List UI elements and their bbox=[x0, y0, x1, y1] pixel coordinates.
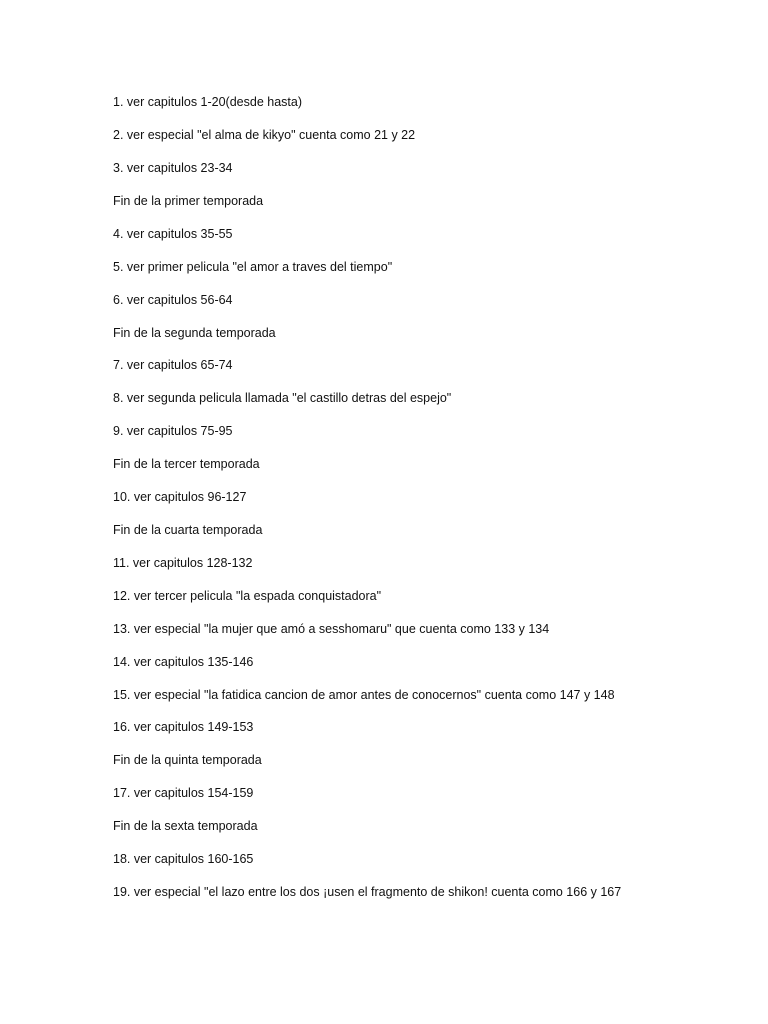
list-item-13: 13. ver especial "la mujer que amó a sesshomaru" que cuenta como 133 y 134 bbox=[113, 622, 550, 636]
list-item-2: 2. ver especial "el alma de kikyo" cuenta como 21 y 22 bbox=[113, 128, 416, 142]
list-item-12: 12. ver tercer pelicula "la espada conquistadora" bbox=[113, 589, 382, 603]
list-item-16: 16. ver capitulos 149-153 bbox=[113, 720, 254, 734]
list-item-14: 14. ver capitulos 135-146 bbox=[113, 655, 254, 669]
list-item-6: 6. ver capitulos 56-64 bbox=[113, 293, 233, 307]
list-item-4: 4. ver capitulos 35-55 bbox=[113, 227, 233, 241]
list-item-7: 7. ver capitulos 65-74 bbox=[113, 358, 233, 372]
season-end-2: Fin de la segunda temporada bbox=[113, 326, 276, 340]
list-item-3: 3. ver capitulos 23-34 bbox=[113, 161, 233, 175]
season-end-6: Fin de la sexta temporada bbox=[113, 819, 258, 833]
list-item-1: 1. ver capitulos 1-20(desde hasta) bbox=[113, 95, 302, 109]
season-end-5: Fin de la quinta temporada bbox=[113, 753, 262, 767]
list-item-9: 9. ver capitulos 75-95 bbox=[113, 424, 233, 438]
list-item-10: 10. ver capitulos 96-127 bbox=[113, 490, 247, 504]
season-end-3: Fin de la tercer temporada bbox=[113, 457, 260, 471]
list-item-15: 15. ver especial "la fatidica cancion de amor antes de conocernos" cuenta como 147 y 148 bbox=[113, 688, 615, 702]
list-item-8: 8. ver segunda pelicula llamada "el castillo detras del espejo" bbox=[113, 391, 452, 405]
list-item-17: 17. ver capitulos 154-159 bbox=[113, 786, 254, 800]
season-end-1: Fin de la primer temporada bbox=[113, 194, 264, 208]
list-item-11: 11. ver capitulos 128-132 bbox=[113, 556, 253, 570]
list-item-5: 5. ver primer pelicula "el amor a traves del tiempo" bbox=[113, 260, 393, 274]
season-end-4: Fin de la cuarta temporada bbox=[113, 523, 263, 537]
list-item-18: 18. ver capitulos 160-165 bbox=[113, 852, 254, 866]
list-item-19: 19. ver especial "el lazo entre los dos ¡usen el fragmento de shikon! cuenta como 166 y 167 bbox=[113, 885, 622, 899]
